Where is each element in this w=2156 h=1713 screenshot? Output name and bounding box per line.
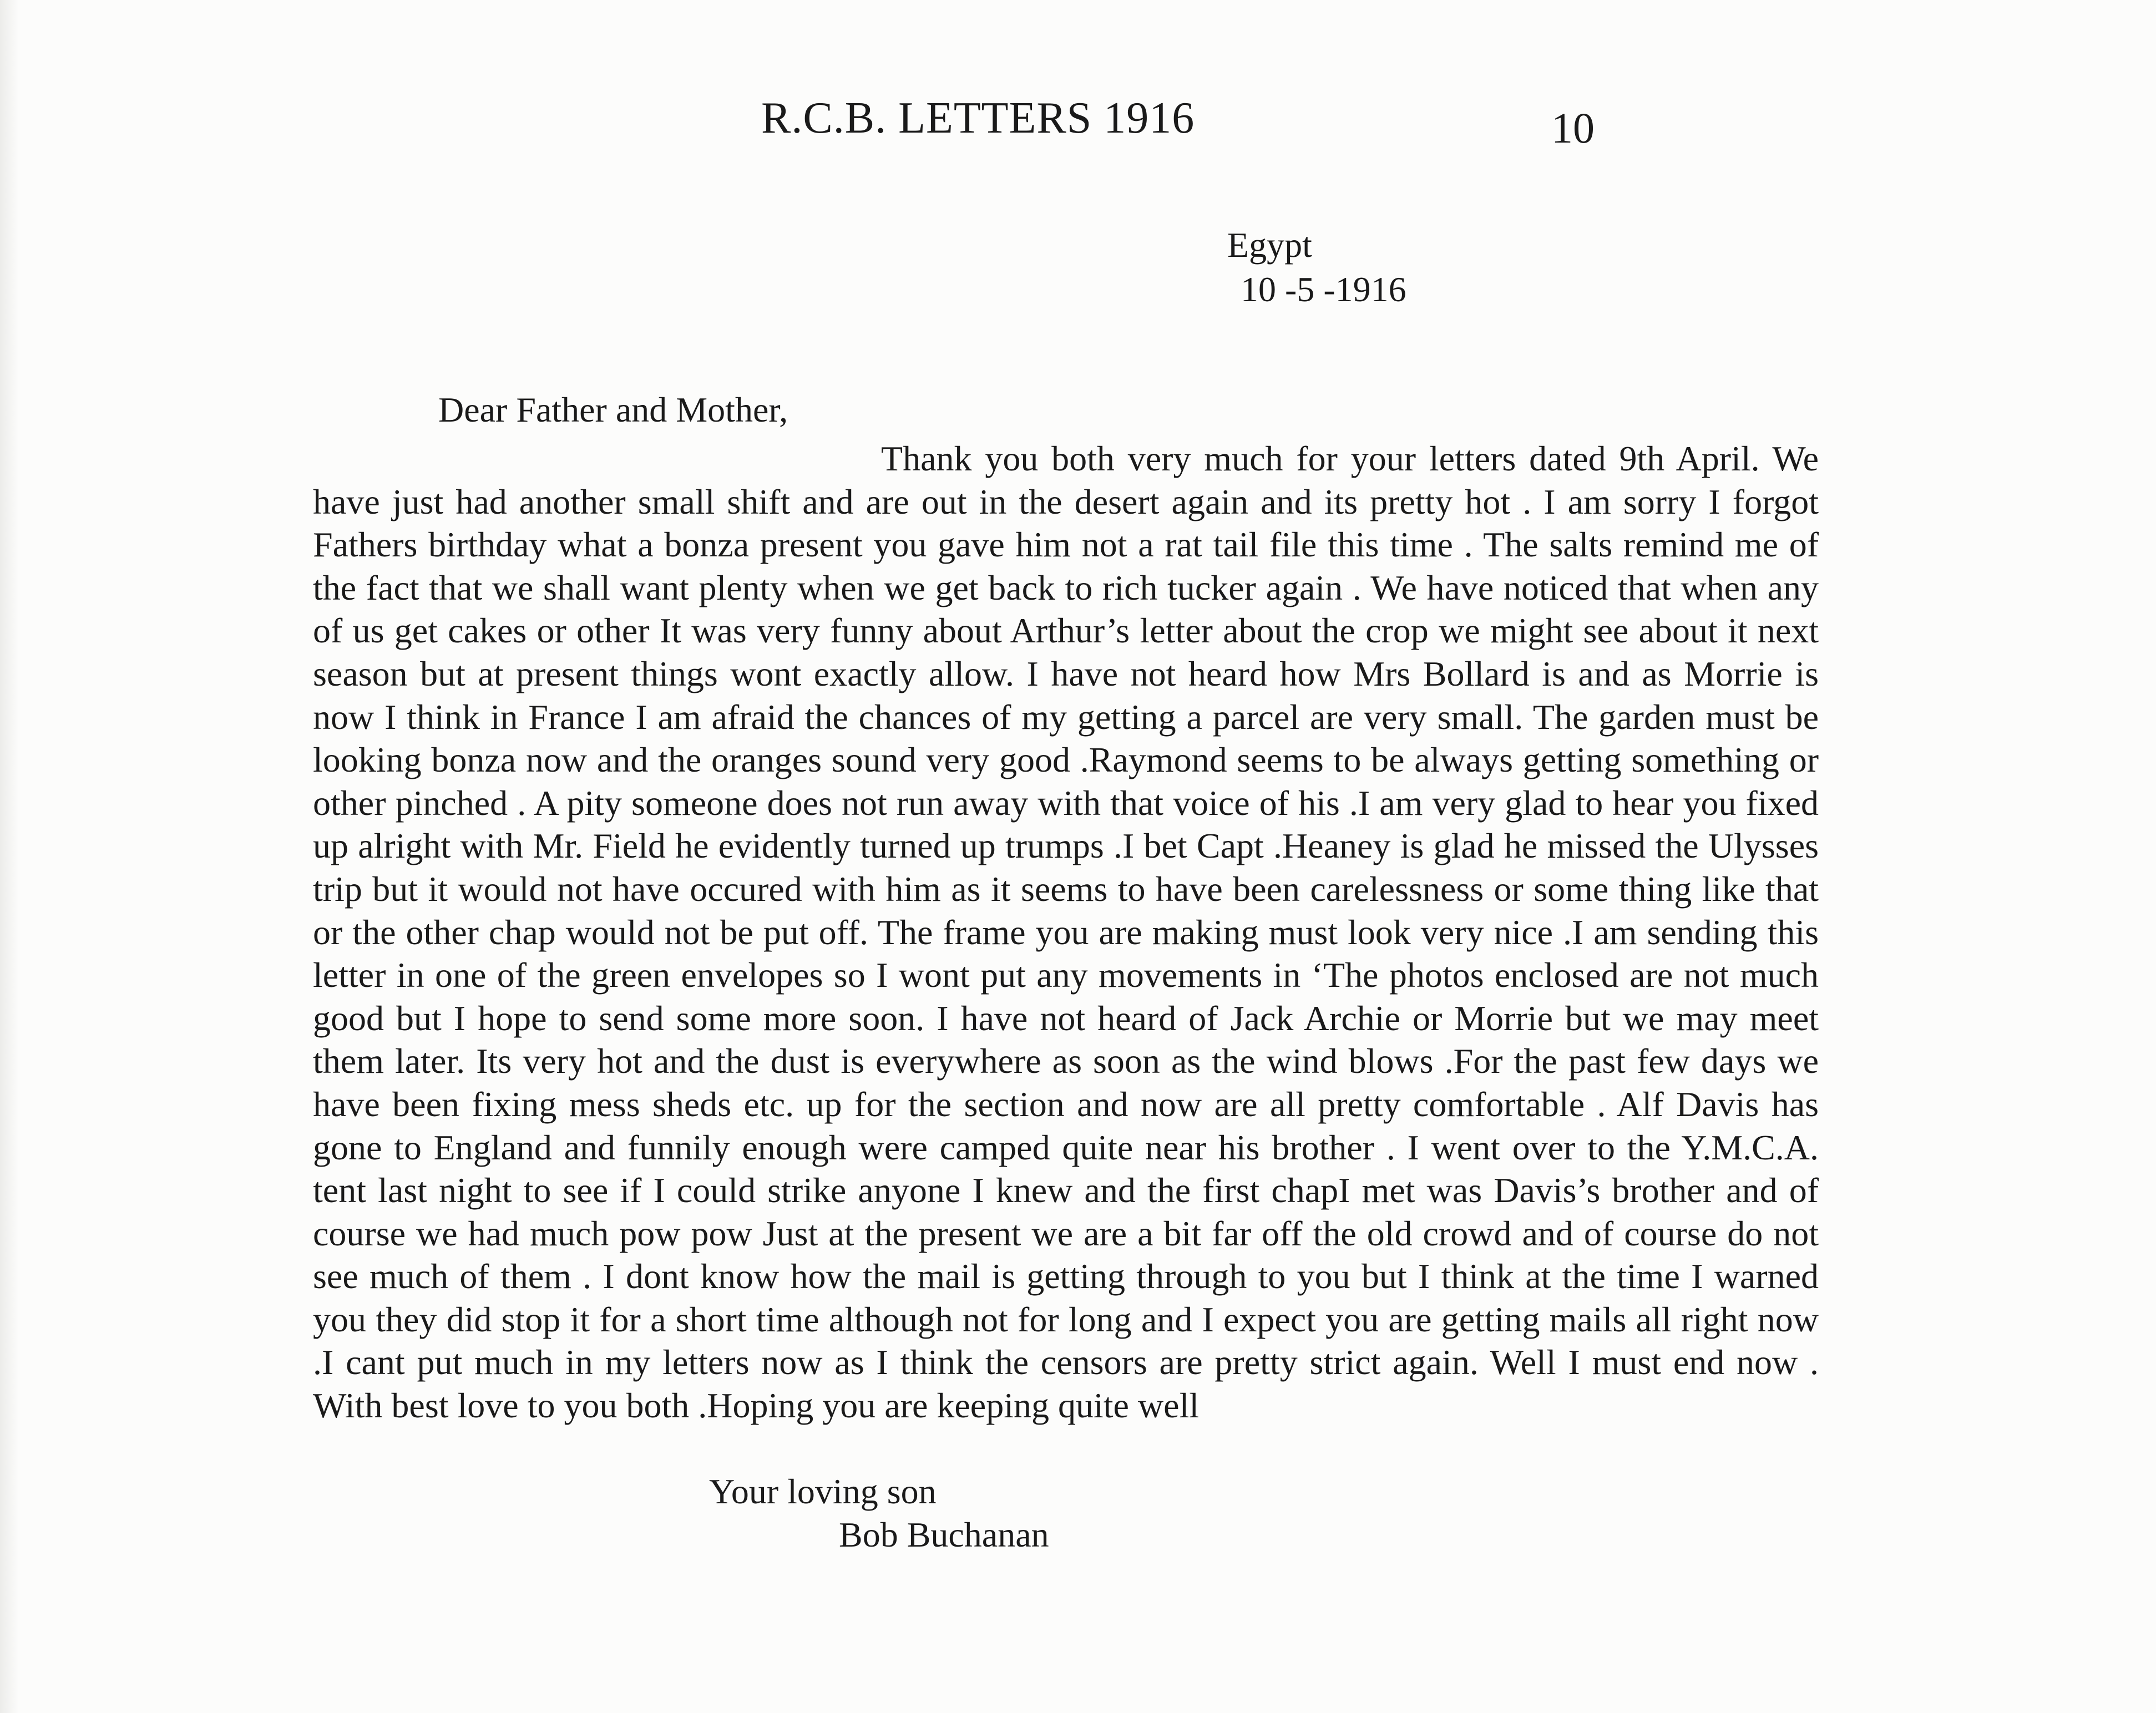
letter-signature: Bob Buchanan bbox=[839, 1515, 1049, 1554]
letter-closing-block bbox=[709, 1470, 1049, 1557]
letter-body: Thank you both very much for your letters dated 9th April. We have just had another small shift and are out in the desert again and its pretty hot . I am sorry I forgot Fathers birthday what a bonza present you gave him not a rat tail file this time . The salts remind me of the fact that we shall want plenty when we get back to rich tucker again . We have noticed that when any of us get cakes or other It was very funny about Arthur’s letter about the crop we might see about it next season but at present things wont exactly allow. I have not heard how Mrs Bollard is and as Morrie is now I think in France I am afraid the chances of my getting a parcel are very small. The garden must be looking bonza now and the oranges sound very good .Raymond seems to be always getting something or other pinched . A pity someone does not run away with that voice of his .I am very glad to hear you fixed up alright with Mr. Field he evidently turned up trumps .I bet Capt .Heaney is glad he missed the Ulysses trip but it would not have occured with him as it seems to have been carelessness or some thing like that or the other chap would not be put off. The frame you are making must look very nice .I am sending this letter in one of the green envelopes so I wont put any movements in ‘The photos enclosed are not much good but I hope to send some more soon. I have not heard of Jack Archie or Morrie but we may meet them later. Its very hot and the dust is everywhere as soon as the wind blows .For the past few days we have been fixing mess sheds etc. up for the section and now are all pretty comfortable . Alf Davis has gone to England and funnily enough were camped quite near his brother . I went over to the Y.M.C.A. tent last night to see if I could strike anyone I knew and the first chapI met was Davis’s brother and of course we had much pow pow Just at the present we are a bit far off the old crowd and of course do not see much of them . I dont know how the mail is getting through to you but I think at the time I warned you they did stop it for a short time although not for long and I expect you are getting mails all right now .I cant put much in my letters now as I think the censors are pretty strict again. Well I must end now . With best love to you both .Hoping you are keeping quite well bbox=[313, 439, 1819, 1426]
letter-date: 10 -5 -1916 bbox=[1241, 270, 1406, 309]
running-head-title: R.C.B. LETTERS 1916 bbox=[761, 94, 1195, 143]
page-number: 10 bbox=[1551, 104, 1595, 152]
letter-salutation: Dear Father and Mother, bbox=[438, 390, 788, 429]
letter-closing: Your loving son bbox=[709, 1472, 937, 1511]
page-edge-shadow bbox=[0, 0, 19, 1713]
letter-place: Egypt bbox=[1227, 225, 1312, 265]
place-date-block bbox=[1227, 223, 1406, 312]
